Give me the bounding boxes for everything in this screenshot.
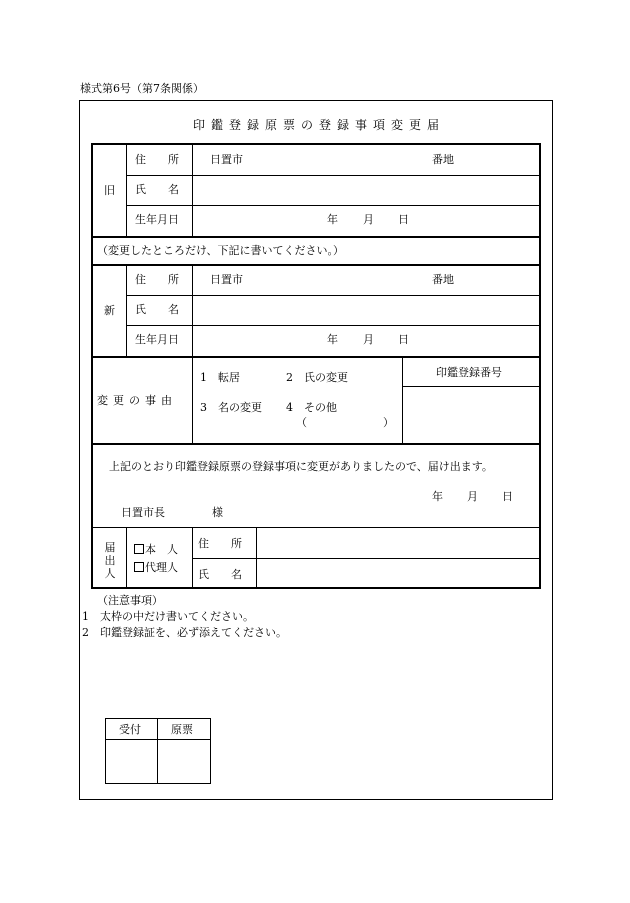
applicant-label: 届出人 xyxy=(104,541,116,580)
old-birth-month: 月 xyxy=(363,213,374,226)
applicant-proxy-option[interactable] xyxy=(134,562,178,573)
new-birth-day: 日 xyxy=(398,333,409,346)
other-paren-open: （ xyxy=(296,416,307,429)
old-address-city: 日置市 xyxy=(210,153,243,166)
new-address-label: 住 所 xyxy=(135,273,179,286)
applicant-name-label: 氏 名 xyxy=(198,568,242,581)
date-year: 年 xyxy=(432,490,443,503)
new-birth-label: 生年月日 xyxy=(135,333,179,346)
divider xyxy=(126,325,540,326)
divider xyxy=(192,527,193,587)
proxy-option-label: 代理人 xyxy=(145,561,178,574)
old-address-suffix: 番地 xyxy=(432,153,454,166)
original-label: 原票 xyxy=(171,723,193,736)
instruction-text: （変更したところだけ、下記に書いてください。） xyxy=(97,244,345,257)
new-birth-month: 月 xyxy=(363,333,374,346)
new-name-label: 氏 名 xyxy=(135,303,179,316)
new-address-city: 日置市 xyxy=(210,273,243,286)
divider xyxy=(192,358,193,443)
reason-option-1[interactable]: 1 転居 xyxy=(200,371,240,384)
form-title: 印鑑登録原票の登録事項変更届 xyxy=(193,118,446,132)
divider xyxy=(126,145,127,237)
other-paren-close: ） xyxy=(383,416,394,429)
old-address-label: 住 所 xyxy=(135,153,179,166)
new-birth-year: 年 xyxy=(327,333,338,346)
received-label: 受付 xyxy=(119,723,141,736)
self-option-label: 本 人 xyxy=(145,543,178,556)
reason-option-4[interactable]: 4 その他 xyxy=(286,401,337,414)
reason-option-2[interactable]: 2 氏の変更 xyxy=(286,371,348,384)
new-name-field[interactable] xyxy=(193,296,540,324)
note-2: 2 印鑑登録証を、必ず添えてください。 xyxy=(82,626,287,639)
section-divider xyxy=(93,236,540,238)
section-divider xyxy=(93,443,540,445)
date-day: 日 xyxy=(502,490,513,503)
section-divider xyxy=(93,356,540,358)
divider xyxy=(157,718,158,784)
proxy-checkbox[interactable] xyxy=(134,562,144,572)
old-birth-day: 日 xyxy=(398,213,409,226)
self-checkbox[interactable] xyxy=(134,544,144,554)
declaration-text: 上記のとおり印鑑登録原票の登録事項に変更がありましたので、届け出ます。 xyxy=(109,460,493,473)
old-name-label: 氏 名 xyxy=(135,183,179,196)
new-address-suffix: 番地 xyxy=(432,273,454,286)
date-month: 月 xyxy=(467,490,478,503)
new-section-label: 新 xyxy=(104,304,115,317)
notes-header: （注意事項） xyxy=(97,594,163,607)
applicant-self-option[interactable] xyxy=(134,544,178,555)
seal-number-label: 印鑑登録番号 xyxy=(436,366,502,379)
divider xyxy=(105,739,211,740)
section-divider xyxy=(93,264,540,266)
old-name-field[interactable] xyxy=(193,176,540,204)
old-birth-label: 生年月日 xyxy=(135,213,179,226)
applicant-address-label: 住 所 xyxy=(198,537,242,550)
divider xyxy=(402,386,540,387)
reason-option-3[interactable]: 3 名の変更 xyxy=(200,401,262,414)
seal-number-field[interactable] xyxy=(403,388,540,442)
divider xyxy=(126,527,127,587)
form-number-label: 様式第6号（第7条関係） xyxy=(80,82,204,95)
applicant-address-field[interactable] xyxy=(257,528,540,557)
reason-label: 変更の事由 xyxy=(97,394,177,407)
applicant-name-field[interactable] xyxy=(257,559,540,587)
divider xyxy=(126,205,540,206)
old-birth-year: 年 xyxy=(327,213,338,226)
honorific: 様 xyxy=(212,506,223,519)
old-section-label: 旧 xyxy=(104,184,115,197)
note-1: 1 太枠の中だけ書いてください。 xyxy=(82,610,254,623)
recipient: 日置市長 xyxy=(121,506,165,519)
divider xyxy=(126,266,127,356)
